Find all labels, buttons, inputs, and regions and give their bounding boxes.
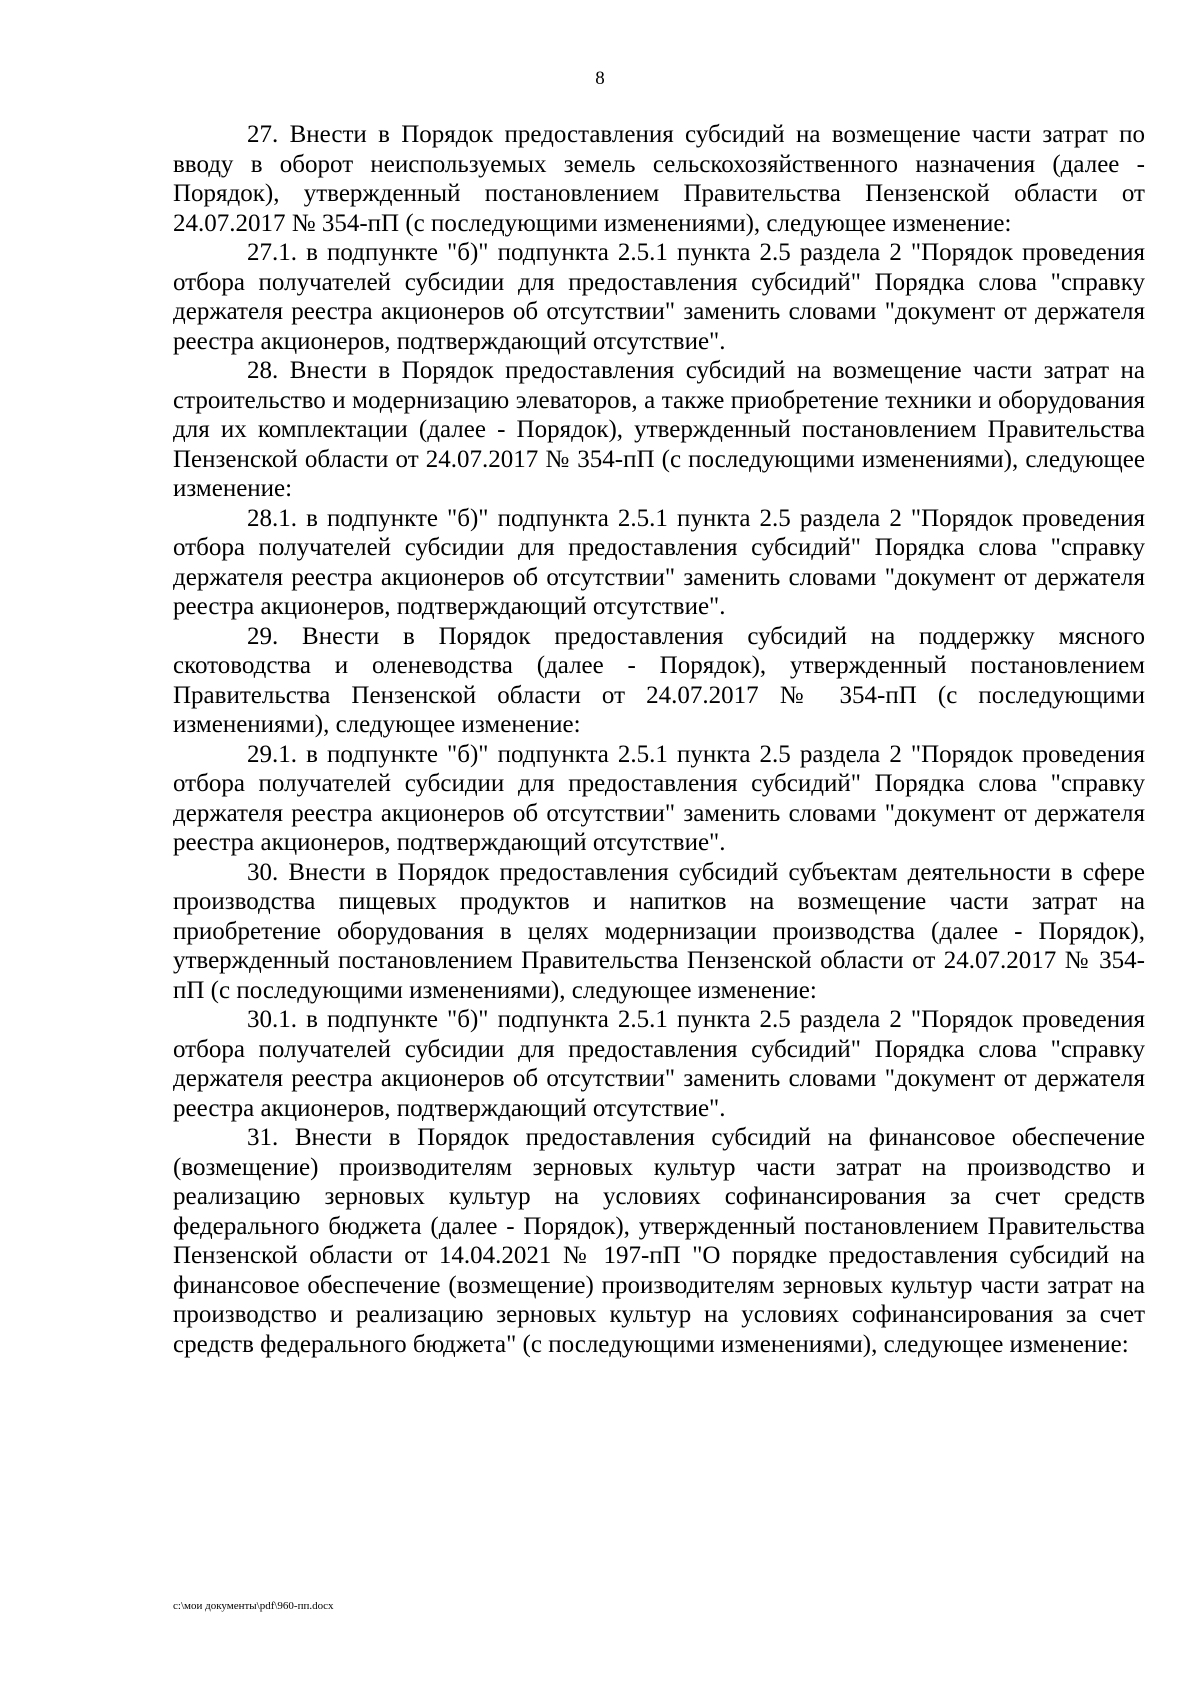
paragraph-29: 29. Внести в Порядок предоставления субсидий на поддержку мясного скотоводства и оленеводства (далее - Порядок), утвержденный постановлением Правительства Пензенской области от 24.07.2017 № 354-пП (с последующими изменениями), следующее изменение:: [173, 622, 1145, 738]
paragraph-30-1: 30.1. в подпункте "б)" подпункта 2.5.1 пункта 2.5 раздела 2 "Порядок проведения отбора получателей субсидии для предоставления субсидий" Порядка слова "справку держателя реестра акционеров об отсутствии" заменить словами "документ от держателя реестра акционеров, подтверждающий отсутствие".: [173, 1006, 1145, 1122]
document-body: [173, 120, 1145, 1359]
paragraph-28: 28. Внести в Порядок предоставления субсидий на возмещение части затрат на строительство и модернизацию элеваторов, а также приобретение техники и оборудования для их комплектации (далее - Порядок), утвержденный постановлением Правительства Пензенской области от 24.07.2017 № 354-пП (с последующими изменениями), следующее изменение:: [173, 357, 1145, 502]
paragraph-31: 31. Внести в Порядок предоставления субсидий на финансовое обеспечение (возмещение) производителям зерновых культур части затрат на производство и реализацию зерновых культур на условиях софинансирования за счет средств федерального бюджета (далее - Порядок), утвержденный постановлением Правительства Пензенской области от 14.04.2021 № 197-пП "О порядке предоставления субсидий на финансовое обеспечение (возмещение) производителям зерновых культур части затрат на производство и реализацию зерновых культур на условиях софинансирования за счет средств федерального бюджета" (с последующими изменениями), следующее изменение:: [173, 1124, 1145, 1358]
page-number: 8: [595, 68, 605, 89]
paragraph-28-1: 28.1. в подпункте "б)" подпункта 2.5.1 пункта 2.5 раздела 2 "Порядок проведения отбора получателей субсидии для предоставления субсидий" Порядка слова "справку держателя реестра акционеров об отсутствии" заменить словами "документ от держателя реестра акционеров, подтверждающий отсутствие".: [173, 504, 1145, 620]
paragraph-27-1: 27.1. в подпункте "б)" подпункта 2.5.1 пункта 2.5 раздела 2 "Порядок проведения отбора получателей субсидии для предоставления субсидий" Порядка слова "справку держателя реестра акционеров об отсутствии" заменить словами "документ от держателя реестра акционеров, подтверждающий отсутствие".: [173, 239, 1145, 355]
paragraph-29-1: 29.1. в подпункте "б)" подпункта 2.5.1 пункта 2.5 раздела 2 "Порядок проведения отбора получателей субсидии для предоставления субсидий" Порядка слова "справку держателя реестра акционеров об отсутствии" заменить словами "документ от держателя реестра акционеров, подтверждающий отсутствие".: [173, 740, 1145, 856]
paragraph-27: 27. Внести в Порядок предоставления субсидий на возмещение части затрат по вводу в оборот неиспользуемых земель сельскохозяйственного назначения (далее - Порядок), утвержденный постановлением Правительства Пензенской области от 24.07.2017 № 354-пП (с последующими изменениями), следующее изменение:: [173, 121, 1145, 237]
footer-file-path: c:\мои документы\pdf\960-пп.docx: [173, 1600, 334, 1612]
paragraph-30: 30. Внести в Порядок предоставления субсидий субъектам деятельности в сфере производства пищевых продуктов и напитков на возмещение части затрат на приобретение оборудования в целях модернизации производства (далее - Порядок), утвержденный постановлением Правительства Пензенской области от 24.07.2017 № 354-пП (с последующими изменениями), следующее изменение:: [173, 858, 1145, 1004]
